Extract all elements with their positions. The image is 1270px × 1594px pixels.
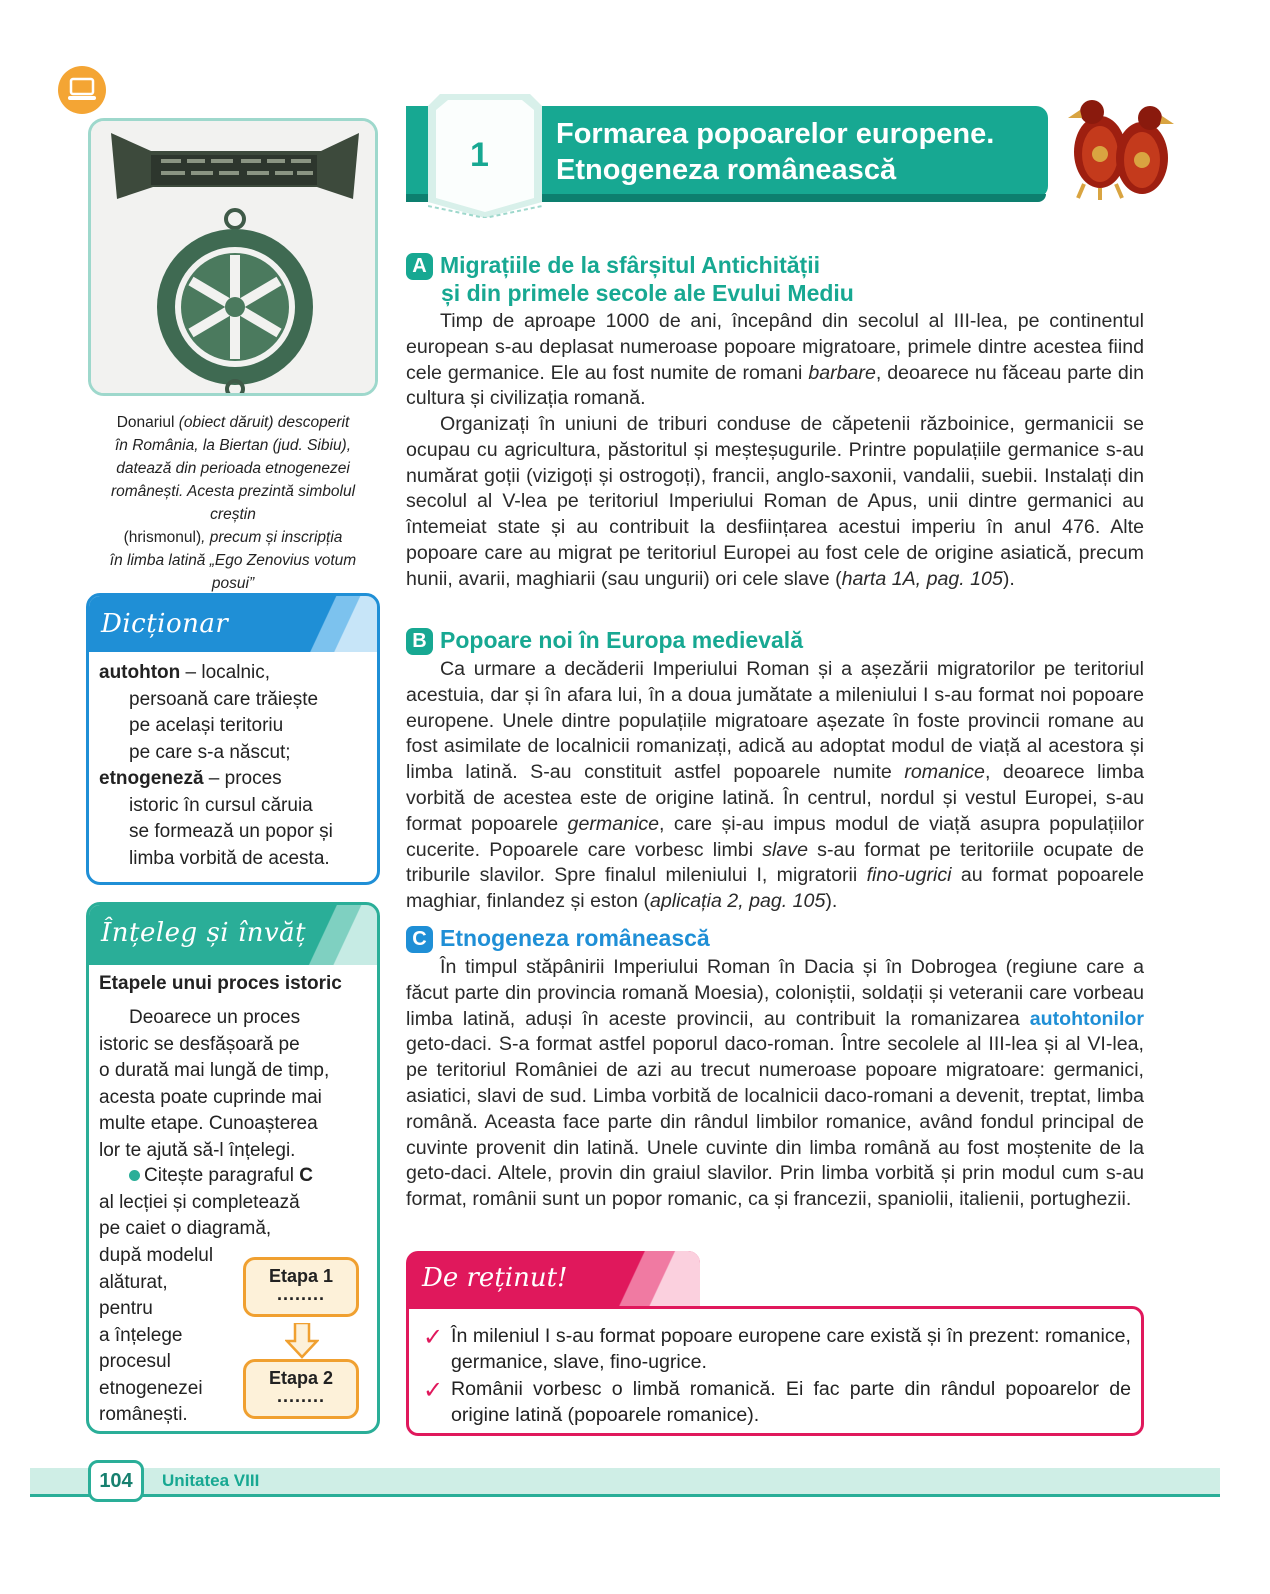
retain-box bbox=[406, 1306, 1144, 1436]
learn-header bbox=[89, 905, 377, 965]
learn-title: Înțeleg și învăț bbox=[101, 918, 307, 948]
section-a-badge: A bbox=[406, 253, 433, 280]
dictionary-entry: etnogeneză – proces istoric în cursul căruia se formează un popor și limba vorbită de acesta. bbox=[99, 768, 333, 869]
section-a-paragraph-1: Timp de aproape 1000 de ani, începând din secolul al III-lea, pe continentul european s-au deplasat numeroase popoare migratoare, primele dintre acestea fiind cele germanice. Ele au fost numite de romani barbare, deoarece nu făceau parte din cultura și civilizația romană. bbox=[406, 310, 1144, 410]
retain-title: De reținut! bbox=[422, 1263, 568, 1293]
dictionary-title: Dicționar bbox=[101, 609, 229, 639]
section-b-badge: B bbox=[406, 628, 433, 655]
donarium-photo bbox=[88, 118, 378, 396]
section-c-badge: C bbox=[406, 926, 433, 953]
section-a-heading: A Migrațiile de la sfârșitul Antichității și din primele secole ale Evului Mediu bbox=[406, 252, 854, 307]
check-icon: ✓ bbox=[423, 1377, 444, 1404]
stage-2-box: Etapa 2 ........ bbox=[243, 1359, 359, 1419]
chapter-title: Formarea popoarelor europene. Etnogeneza românească bbox=[556, 118, 995, 186]
retain-item: Românii vorbesc o limbă romanică. Ei fac parte din rândul popoarelor de origine latină (popoarele romanice). bbox=[451, 1378, 1131, 1426]
check-icon: ✓ bbox=[423, 1324, 444, 1351]
footer-line bbox=[30, 1494, 1220, 1497]
dictionary-entry: autohton – localnic, persoană care trăiește pe același teritoriu pe care s-a născut; bbox=[99, 662, 319, 763]
chapter-number: 1 bbox=[470, 136, 489, 174]
section-b-paragraph: Ca urmare a decăderii Imperiului Roman și a așezării migratorilor pe teritoriul acestuia, dar și în afara lui, în a doua jumătate a mileniului I s-au format noi popoare europene. Unele dintre populațiile migratoare așezate în foste provincii romane au fost asimilate de localnicii romanizați, adică au adoptat modul de viață al acestora și limba latină. S-au constituit astfel popoarele numite romanice, deoarece limba vorbită de acestea este de origine latină. În centrul, nordul și vestul Europei, s-au format popoarele germanice, care și-au impus modul de viață asupra populațiilor cucerite. Popoarele care vorbesc limbi slave s-au format pe teritoriile ocupate de triburile slavilor. Spre finalul mileniului I, migratorii fino-ugrici au format popoarele maghiar, finlandez și eston (aplicația 2, pag. 105). bbox=[406, 658, 1144, 913]
unit-label: Unitatea VIII bbox=[162, 1471, 260, 1490]
section-c-paragraph: În timpul stăpânirii Imperiului Roman în Dacia și în Dobrogea (regiune care a făcut parte din provincia romană Moesia), coloniștii, soldații și veteranii care vorbeau limba latină, aduși în aceste provincii, au contribuit la romanizarea autohtonilor geto-daci. S-a format astfel poporul daco-roman. Între secolele al III-lea și al VI-lea, pe teritoriul României de azi au trecut numeroase popoare migratoare: germanici, asiatici, slavi de sud. Limba vorbită de localnicii daco-romani a devenit, treptat, limba română. Aceasta face parte din rândul limbilor romanice, având fondul principal de cuvinte provenit din latină. Unele cuvinte din limba română au fost moștenite de la geto-daci. Altele, provin din graiul slavilor. Prin limba vorbită și prin modul cum s-au format, românii sunt un popor romanic, ca și francezii, spaniolii, italienii, portughezii. bbox=[406, 956, 1144, 1211]
retain-item: În mileniul I s-au format popoare europene care există și în prezent: romanice, germanice, slave, fino-ugrice. bbox=[451, 1325, 1131, 1373]
section-a-paragraph-2: Organizați în uniuni de triburi conduse de căpetenii războinice, germanicii se ocupau cu agricultura, păstoritul și meșteșugurile. Printre populațiile germanice s-au numărat goții (vizigoți și ostrogoți), francii, anglo-saxonii, vandalii, suebii. Instalați din secolul al V-lea pe teritoriul Imperiului Roman de Apus, unii dintre germanici au întemeiat state și au contribuit la desființarea acestui imperiu în anul 476. Alte popoare care au migrat pe teritoriul Europei au fost cele de origine asiatică, precum hunii, avarii, maghiarii (sau ungurii) ori cele slave (harta 1A, pag. 105). bbox=[406, 413, 1144, 590]
arrow-down-icon bbox=[285, 1323, 319, 1359]
dictionary-header bbox=[89, 596, 377, 652]
learn-task: Citește paragraful C al lecției și completează pe caiet o diagramă, bbox=[99, 1165, 313, 1239]
learn-subtitle: Etapele unui proces istoric bbox=[99, 973, 342, 994]
bullet-icon bbox=[129, 1170, 140, 1181]
laptop-icon bbox=[58, 66, 106, 114]
dictionary-box bbox=[86, 593, 380, 885]
learn-box bbox=[86, 902, 380, 1434]
learn-paragraph: Deoarece un proces istoric se desfășoară pe o durată mai lungă de timp, acesta poate cuprinde mai multe etape. Cunoașterea lor te ajută să-l înțelegi. bbox=[99, 1007, 330, 1161]
retain-tab bbox=[406, 1251, 700, 1313]
photo-caption: Donariul (obiect dăruit) descoperit în România, la Biertan (jud. Sibiu), datează din perioada etnogenezei românești. Acesta prezintă simbolul creștin (hrismonul), precum și inscripția în limba latină „Ego Zenovius votum posui” bbox=[109, 414, 357, 592]
eagle-brooch-image bbox=[1062, 94, 1178, 202]
page-number: 104 bbox=[88, 1460, 144, 1502]
section-c-heading: C Etnogeneza românească bbox=[406, 925, 710, 953]
stage-1-box: Etapa 1 ........ bbox=[243, 1257, 359, 1317]
learn-task-continued: după modelul alăturat, pentru a înțelege procesul etnogenezei românești. bbox=[99, 1245, 214, 1425]
section-b-heading: B Popoare noi în Europa medievală bbox=[406, 627, 803, 655]
